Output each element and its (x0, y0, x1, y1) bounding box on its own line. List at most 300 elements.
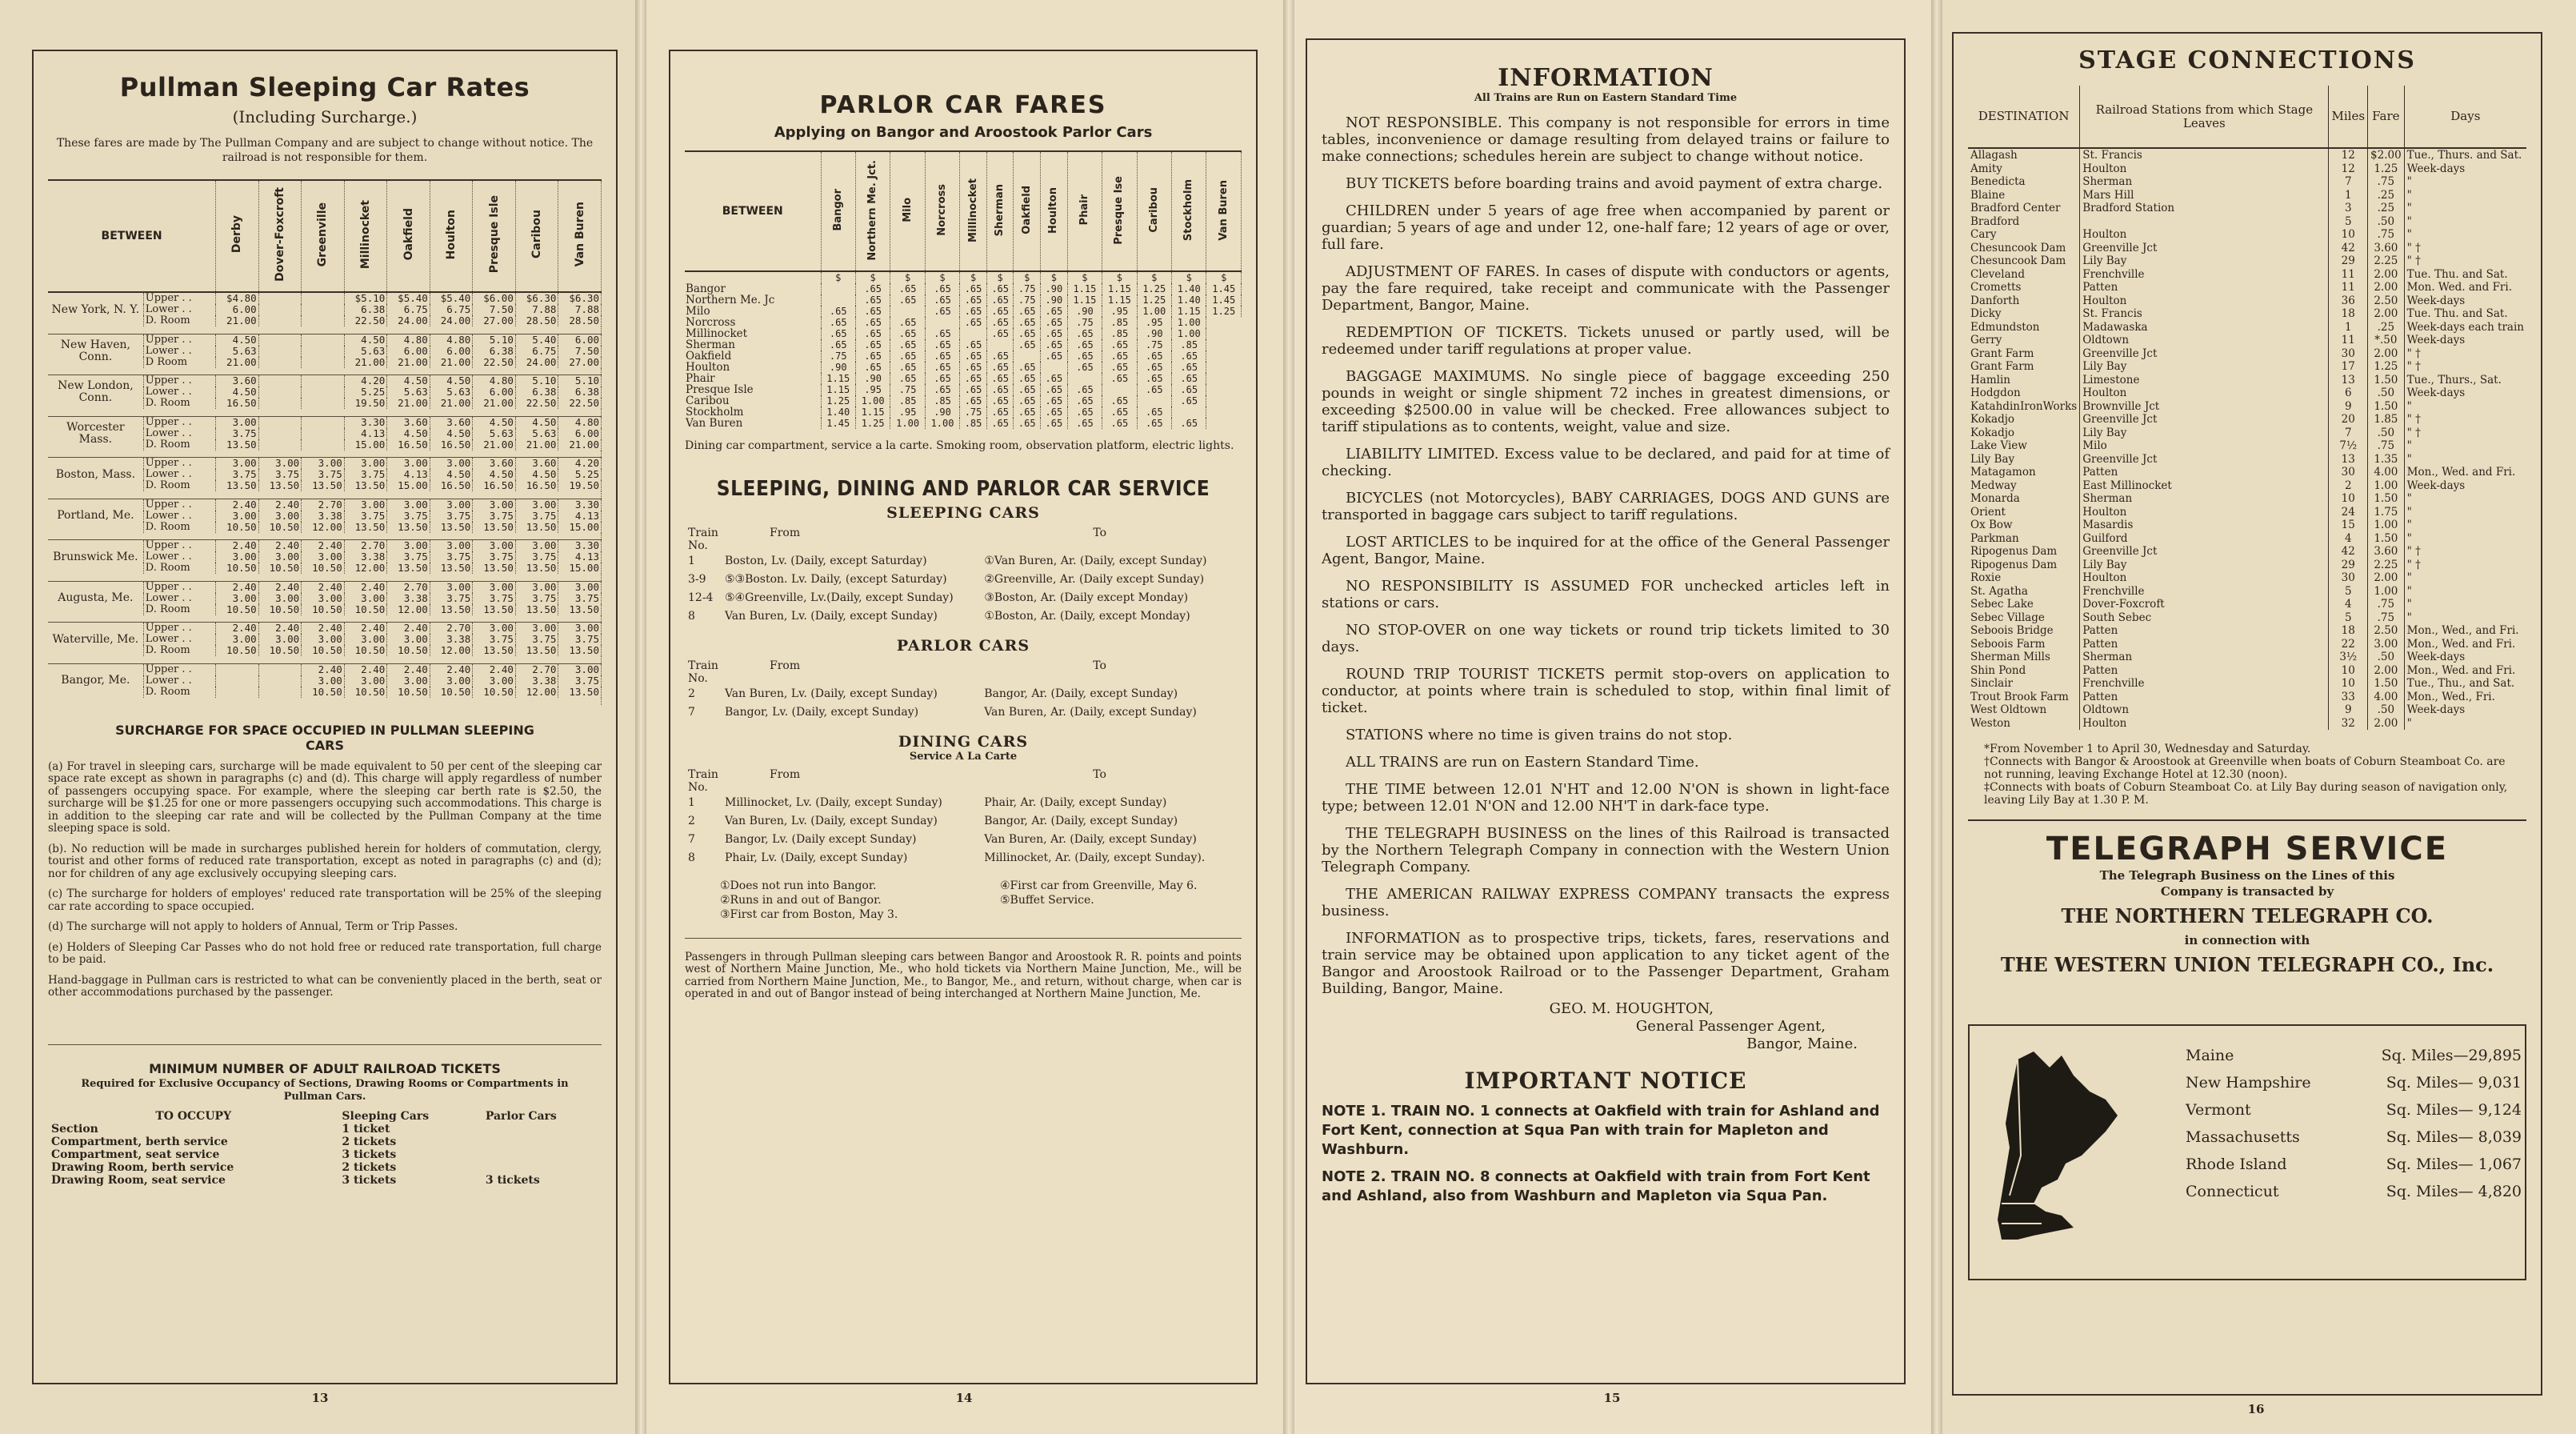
rate-value: 13.50 (344, 480, 387, 491)
fare-value: .75 (960, 407, 987, 418)
rate-value: 3.75 (558, 675, 602, 687)
fare-value: .65 (1067, 384, 1102, 395)
stage-miles: 20 (2329, 413, 2368, 427)
fare-value: .85 (1172, 339, 1206, 350)
table-row (48, 623, 602, 635)
min-cell: 3 tickets (485, 1173, 540, 1187)
fare-value: .65 (1067, 350, 1102, 362)
fare-value: .65 (1041, 350, 1068, 362)
stage-destination: Grant Farm (1968, 347, 2080, 361)
rate-value (258, 346, 302, 357)
rate-value (216, 687, 259, 698)
fare-value: .65 (1014, 384, 1041, 395)
rate-value (216, 663, 259, 675)
stage-days: " † (2406, 545, 2421, 558)
rate-value (258, 375, 302, 387)
rate-class: Upper . . (143, 292, 215, 304)
rate-value: 13.50 (430, 563, 473, 574)
table-row (685, 306, 1242, 317)
stage-station: Patten (2080, 691, 2329, 704)
rate-value: 2.40 (344, 663, 387, 675)
stage-station: Patten (2080, 281, 2329, 294)
stage-destination: Chesuncook Dam (1968, 242, 2080, 255)
rate-value: 3.00 (515, 499, 558, 511)
train-to: ①Boston, Ar. (Daily, except Monday) (984, 609, 1190, 623)
stage-miles: 29 (2329, 559, 2368, 572)
rate-value: 28.50 (558, 315, 602, 326)
table-row (685, 552, 1242, 571)
stage-station: Frenchville (2080, 677, 2329, 691)
stage-days: " (2406, 598, 2412, 611)
information-subtitle: All Trains are Run on Eastern Standard Time (1474, 92, 1738, 104)
stage-miles: 12 (2329, 162, 2368, 176)
table-row (1968, 148, 2526, 162)
rate-value: 28.50 (515, 315, 558, 326)
rate-value (258, 675, 302, 687)
rate-value: 22.50 (558, 398, 602, 409)
rate-value: 21.00 (216, 357, 259, 368)
pullman-rates-table (48, 179, 602, 705)
rate-value: 3.38 (302, 511, 345, 522)
rate-value: 19.50 (344, 398, 387, 409)
train-from: Bangor, Lv. (Daily, except Sunday) (724, 705, 919, 719)
rate-col-label: Dover-Foxcroft (273, 187, 286, 282)
rate-value: 10.50 (302, 604, 345, 615)
fare-value: .85 (1102, 328, 1137, 339)
rate-value: 3.75 (430, 593, 473, 604)
rate-value: 2.40 (258, 623, 302, 635)
table-row (1968, 585, 2526, 599)
dollar-sign: $ (1014, 271, 1041, 283)
rate-value: 2.40 (302, 623, 345, 635)
rate-value: 10.50 (258, 522, 302, 533)
state-area: Sq. Miles— 4,820 (2386, 1183, 2522, 1200)
fare-station: Stockholm (685, 407, 821, 418)
rate-class: Lower . . (143, 469, 215, 480)
rate-col-header (216, 180, 259, 292)
fare-value: .65 (855, 294, 890, 306)
fare-value: .75 (1067, 317, 1102, 328)
fare-value: .65 (925, 362, 959, 373)
rate-col-header (430, 180, 473, 292)
rate-value: 21.00 (387, 357, 430, 368)
stage-fare: 1.25 (2368, 360, 2405, 374)
fare-value: .65 (1137, 373, 1171, 384)
stage-footnote: *From November 1 to April 30, Wednesday and Saturday. (1984, 743, 2311, 755)
rate-value: 3.75 (216, 469, 259, 480)
fare-value: .65 (1014, 362, 1041, 373)
stage-days: Week-days (2406, 387, 2466, 399)
stage-col-header: Railroad Stations from which Stage Leaves (2080, 86, 2329, 148)
stage-miles: 3½ (2329, 651, 2368, 664)
rate-value (302, 375, 345, 387)
page-14-frame (669, 50, 1258, 1384)
rate-value: 3.00 (216, 634, 259, 645)
stage-destination: Sherman Mills (1968, 651, 2080, 664)
fare-value: .65 (925, 373, 959, 384)
stage-station: Milo (2080, 439, 2329, 453)
rate-value: 24.00 (387, 315, 430, 326)
rate-value: 3.00 (515, 581, 558, 593)
fare-value (890, 306, 925, 317)
fare-value: .65 (1102, 407, 1137, 418)
stage-miles: 13 (2329, 374, 2368, 387)
stage-fare: 3.00 (2368, 638, 2405, 651)
rate-value: $6.30 (515, 292, 558, 304)
stage-station: Sherman (2080, 651, 2329, 664)
rate-value (302, 304, 345, 315)
table-row (2186, 1151, 2522, 1178)
signature-name: GEO. M. HOUGHTON, (1549, 1000, 1714, 1017)
rate-value: 6.00 (387, 346, 430, 357)
rate-value (258, 428, 302, 439)
rate-value: 10.50 (258, 604, 302, 615)
stage-destination: Allagash (1968, 148, 2080, 162)
rate-value: 4.50 (216, 387, 259, 398)
rate-value: 2.40 (258, 540, 302, 552)
fare-col-header (1067, 151, 1102, 271)
rate-col-header (558, 180, 602, 292)
stage-days: " † (2406, 241, 2421, 254)
table-row (48, 1123, 602, 1136)
stage-destination: KatahdinIronWorks (1968, 400, 2080, 414)
fare-value: 1.15 (855, 407, 890, 418)
stage-station (2080, 215, 2329, 229)
fold-3 (1931, 0, 1942, 1434)
rate-value: 10.50 (473, 687, 516, 698)
train-number: 7 (688, 705, 695, 719)
rate-value: 4.50 (344, 334, 387, 346)
rate-value: 13.50 (473, 645, 516, 656)
fare-value: .65 (821, 339, 855, 350)
info-paragraph: STATIONS where no time is given trains do not stop. (1346, 727, 1733, 743)
surcharge-paragraph: Hand-baggage in Pullman cars is restricted to what can be conveniently placed in the berth, seat or other accommodations purchased by the passenger. (48, 973, 602, 999)
stage-days: Tue., Thurs., Sat. (2406, 373, 2502, 387)
rate-value: 21.00 (473, 439, 516, 451)
pullman-note: These fares are made by The Pullman Company and are subject to change without notice. The railroad is not responsible for them. (56, 137, 594, 164)
stage-fare: 1.50 (2368, 492, 2405, 506)
table-row (685, 350, 1242, 362)
rate-value: 2.70 (302, 499, 345, 511)
rate-value: 12.00 (344, 563, 387, 574)
stage-days: Mon., Wed., Fri. (2406, 690, 2495, 703)
rate-value: 5.25 (558, 469, 602, 480)
information-title: INFORMATION (1498, 64, 1714, 92)
table-row (685, 685, 1242, 703)
rate-value: 2.40 (216, 623, 259, 635)
rate-value: 3.75 (216, 428, 259, 439)
state-name: New Hampshire (2186, 1074, 2311, 1092)
rate-value: 5.63 (387, 387, 430, 398)
sleeping-cars-title: SLEEPING CARS (886, 503, 1040, 522)
train-to: Phair, Ar. (Daily, except Sunday) (984, 795, 1167, 809)
stage-destination: Lily Bay (1968, 453, 2080, 467)
rate-value: 4.50 (473, 416, 516, 428)
dollar-sign: $ (1067, 271, 1102, 283)
fare-value: 1.25 (1137, 283, 1171, 294)
table-row (48, 334, 602, 346)
fare-value: .65 (986, 350, 1014, 362)
rate-value: 15.00 (344, 439, 387, 451)
min-cell (482, 1148, 602, 1161)
rate-col-header (515, 180, 558, 292)
rate-value (258, 334, 302, 346)
rate-value: 10.50 (302, 687, 345, 698)
footnote: ②Runs in and out of Bangor. (720, 893, 882, 907)
info-paragraph: BICYCLES (not Motorcycles), BABY CARRIAGES, DOGS AND GUNS are transported in baggage cars subject to tariff regulations. (1322, 490, 1890, 523)
fare-value: .65 (925, 283, 959, 294)
stage-station: Limestone (2080, 374, 2329, 387)
stage-destination: West Oldtown (1968, 703, 2080, 717)
fare-col-label: Presque Ise (1113, 175, 1126, 245)
rate-class: Upper . . (143, 623, 215, 635)
stage-days: " (2406, 492, 2412, 505)
fare-value: .65 (855, 339, 890, 350)
stage-station: Sherman (2080, 175, 2329, 189)
stage-footnote: †Connects with Bangor & Aroostook at Greenville when boats of Coburn Steamboat Co. are not running, leaving Exchange Hotel at 12.30 (noon). (1984, 755, 2506, 781)
fare-value: .90 (925, 407, 959, 418)
stage-fare: 2.00 (2368, 717, 2405, 731)
information-paragraphs (1322, 114, 1890, 997)
rate-value: $6.00 (473, 292, 516, 304)
stage-station: Greenville Jct (2080, 347, 2329, 361)
table-row (48, 1174, 602, 1187)
dollar-sign: $ (855, 271, 890, 283)
rate-value: 2.40 (216, 540, 259, 552)
through-passengers-note: Passengers in through Pullman sleeping cars between Bangor and Aroostook R. R. points and points west of Northern Maine Junction, Me., who hold tickets via Northern Maine Junction, Me., will be carried from Northern Maine Junction, Me., to Bangor, Me., and return, without charge, when car is operated in and out of Bangor instead of being interchanged at Northern Maine Junction, Me. (685, 938, 1242, 1001)
min-cell: Compartment, berth service (51, 1135, 228, 1148)
fare-value: .65 (925, 328, 959, 339)
table-row (685, 395, 1242, 407)
fare-value: .65 (960, 306, 987, 317)
rate-value: 6.75 (430, 304, 473, 315)
to-header: To (1093, 526, 1107, 539)
rate-value: 5.63 (473, 428, 516, 439)
rate-value: 6.00 (558, 428, 602, 439)
page-16-frame (1952, 32, 2542, 1396)
stage-station: St. Francis (2080, 307, 2329, 321)
dollar-sign: $ (890, 271, 925, 283)
stage-station: Greenville Jct (2080, 453, 2329, 467)
rate-value: 4.13 (558, 551, 602, 563)
state-name: Massachusetts (2186, 1128, 2300, 1146)
stage-fare: 4.00 (2368, 466, 2405, 479)
fare-col-label: Norcross (936, 184, 949, 236)
train-to: Bangor, Ar. (Daily, except Sunday) (984, 814, 1178, 827)
rate-value: 4.13 (558, 511, 602, 522)
stage-destination: Hodgdon (1968, 387, 2080, 400)
fare-station: Milo (685, 306, 821, 317)
fare-value: 1.00 (1172, 317, 1206, 328)
rate-class: Lower . . (143, 511, 215, 522)
table-row (48, 581, 602, 593)
stage-fare: 1.00 (2368, 585, 2405, 599)
fare-value: 1.15 (1067, 294, 1102, 306)
table-row (685, 571, 1242, 589)
rate-city: Brunswick Me. (48, 540, 143, 575)
stage-days: Week-days (2406, 651, 2466, 663)
stage-miles: 10 (2329, 664, 2368, 678)
fare-value: 1.00 (925, 418, 959, 429)
table-row (1968, 664, 2526, 678)
stage-fare: 2.50 (2368, 294, 2405, 308)
rate-class: D. Room (143, 687, 215, 698)
stage-destination: Amity (1968, 162, 2080, 176)
rate-value: 3.60 (216, 375, 259, 387)
rate-value: 6.38 (473, 346, 516, 357)
fare-value: .90 (1067, 306, 1102, 317)
rate-value: 16.50 (216, 398, 259, 409)
sleeping-cars-table (685, 527, 1242, 626)
stage-footnote: ‡Connects with boats of Coburn Steamboat Co. at Lily Bay during season of navigation only, leaving Lily Bay at 1.30 P. M. (1984, 781, 2508, 807)
fare-value: .65 (1102, 339, 1137, 350)
stage-destination: Bradford (1968, 215, 2080, 229)
min-cell: Drawing Room, seat service (51, 1173, 226, 1187)
table-row (1968, 598, 2526, 611)
new-england-map-icon (1986, 1043, 2146, 1260)
fare-value: 1.25 (1137, 294, 1171, 306)
rate-value: 7.50 (558, 346, 602, 357)
stage-fare: 2.25 (2368, 559, 2405, 572)
rate-value: 5.63 (515, 428, 558, 439)
table-row (685, 328, 1242, 339)
page-15-frame (1306, 38, 1906, 1384)
stage-days: " (2406, 188, 2412, 202)
stage-miles: 32 (2329, 717, 2368, 731)
stage-miles: 5 (2329, 585, 2368, 599)
table-row (1968, 307, 2526, 321)
stage-days: " (2406, 452, 2412, 466)
rate-value: 13.50 (515, 563, 558, 574)
fare-value: .65 (1014, 317, 1041, 328)
min-cell: Drawing Room, berth service (51, 1160, 234, 1174)
rate-value: 3.75 (430, 511, 473, 522)
fare-value: .65 (1014, 395, 1041, 407)
rate-value: 2.40 (302, 581, 345, 593)
important-note: NOTE 1. TRAIN NO. 1 connects at Oakfield with train for Ashland and Fort Kent, connection at Squa Pan with train for Mapleton and Washburn. (1322, 1103, 1880, 1158)
rate-value: 10.50 (344, 687, 387, 698)
rate-value: 3.00 (387, 634, 430, 645)
row-gap (48, 368, 602, 375)
rate-city: Bangor, Me. (48, 663, 143, 698)
surcharge-paragraph: (d) The surcharge will not apply to holders of Annual, Term or Trip Passes. (48, 920, 458, 933)
stage-miles: 22 (2329, 638, 2368, 651)
rate-value: 10.50 (216, 522, 259, 533)
table-row (1968, 254, 2526, 268)
rate-value: 6.00 (473, 387, 516, 398)
fare-value: .65 (986, 362, 1014, 373)
gap-cell (48, 698, 602, 705)
to-header: To (1093, 659, 1106, 672)
rate-value: 4.50 (387, 375, 430, 387)
rate-value: 21.00 (344, 357, 387, 368)
stage-station: St. Francis (2080, 148, 2329, 162)
stage-fare: 1.50 (2368, 374, 2405, 387)
rate-value: 3.75 (473, 634, 516, 645)
stage-miles: 9 (2329, 703, 2368, 717)
state-name: Vermont (2186, 1101, 2251, 1119)
fare-value: .65 (925, 339, 959, 350)
stage-destination: Parkman (1968, 532, 2080, 546)
stage-days: " (2406, 716, 2412, 730)
train-number: 2 (688, 687, 695, 700)
min-cell: 3 tickets (342, 1148, 397, 1161)
stage-miles: 12 (2329, 148, 2368, 162)
stage-destination: Matagamon (1968, 466, 2080, 479)
fare-value: .95 (1102, 306, 1137, 317)
stage-station: East Millinocket (2080, 479, 2329, 493)
table-row (685, 849, 1242, 867)
fare-col-header (925, 151, 959, 271)
page-16 (1936, 0, 2576, 1434)
rate-class: D Room (143, 357, 215, 368)
stage-miles: 11 (2329, 281, 2368, 294)
rate-value: 12.00 (302, 522, 345, 533)
stage-fare: 2.00 (2368, 664, 2405, 678)
rate-class: Lower . . (143, 634, 215, 645)
fare-value: .65 (925, 294, 959, 306)
fare-value: .65 (1014, 339, 1041, 350)
min-cell: 1 ticket (342, 1122, 390, 1136)
stage-station: Bradford Station (2080, 202, 2329, 215)
parlor-cars-table (685, 659, 1242, 722)
dollar-sign: $ (1172, 271, 1206, 283)
rate-value: 3.00 (387, 540, 430, 552)
stage-days: " (2406, 531, 2412, 545)
train-to: Bangor, Ar. (Daily, except Sunday) (984, 687, 1178, 700)
page-13-frame (32, 50, 618, 1384)
table-row (1968, 347, 2526, 361)
stage-days: Tue. Thu. and Sat. (2406, 307, 2508, 320)
table-row (48, 458, 602, 470)
rate-value: $5.40 (387, 292, 430, 304)
stage-miles: 42 (2329, 242, 2368, 255)
stage-fare: .50 (2368, 703, 2405, 717)
rate-value (258, 663, 302, 675)
signature-block (1322, 1000, 1890, 1053)
fare-value: 1.15 (821, 384, 855, 395)
fare-value: .65 (1041, 317, 1068, 328)
rate-city: New York, N. Y. (48, 292, 143, 326)
stage-fare: 1.35 (2368, 453, 2405, 467)
train-from: ⑤③Boston. Lv. Daily, (except Saturday) (724, 572, 947, 586)
rate-value: 3.00 (302, 634, 345, 645)
min-tickets-sub: Required for Exclusive Occupancy of Sections, Drawing Rooms or Compartments in Pullman Cars. (81, 1077, 569, 1103)
info-paragraph: INFORMATION as to prospective trips, tickets, fares, reservations and train service may be obtained upon application to any ticket agent of the Bangor and Aroostook Railroad or to the Passenger Department, Graham Building, Bangor, Maine. (1322, 930, 1890, 997)
rate-value: 24.00 (430, 315, 473, 326)
train-number: 8 (688, 609, 695, 623)
fare-value: .85 (890, 395, 925, 407)
table-row (685, 294, 1242, 306)
rate-value: 3.00 (558, 623, 602, 635)
fare-value: .65 (1014, 306, 1041, 317)
rate-value: 2.70 (430, 623, 473, 635)
rate-value: 3.75 (473, 511, 516, 522)
important-notice-title: IMPORTANT NOTICE (1464, 1067, 1747, 1094)
stage-destination: Benedicta (1968, 175, 2080, 189)
fare-col-header (1172, 151, 1206, 271)
fare-value: 1.00 (1137, 306, 1171, 317)
info-paragraph: CHILDREN under 5 years of age free when accompanied by parent or guardian; 5 years of age and under 12, one-half fare; 12 years of age or over, full fare. (1322, 202, 1890, 253)
table-row (48, 540, 602, 552)
rate-value: 3.75 (302, 469, 345, 480)
fare-value: .85 (960, 418, 987, 429)
fare-value: .90 (855, 373, 890, 384)
row-gap (48, 491, 602, 499)
stage-fare: .50 (2368, 215, 2405, 229)
fare-value: .65 (1137, 384, 1171, 395)
stage-days: " † (2406, 426, 2421, 439)
